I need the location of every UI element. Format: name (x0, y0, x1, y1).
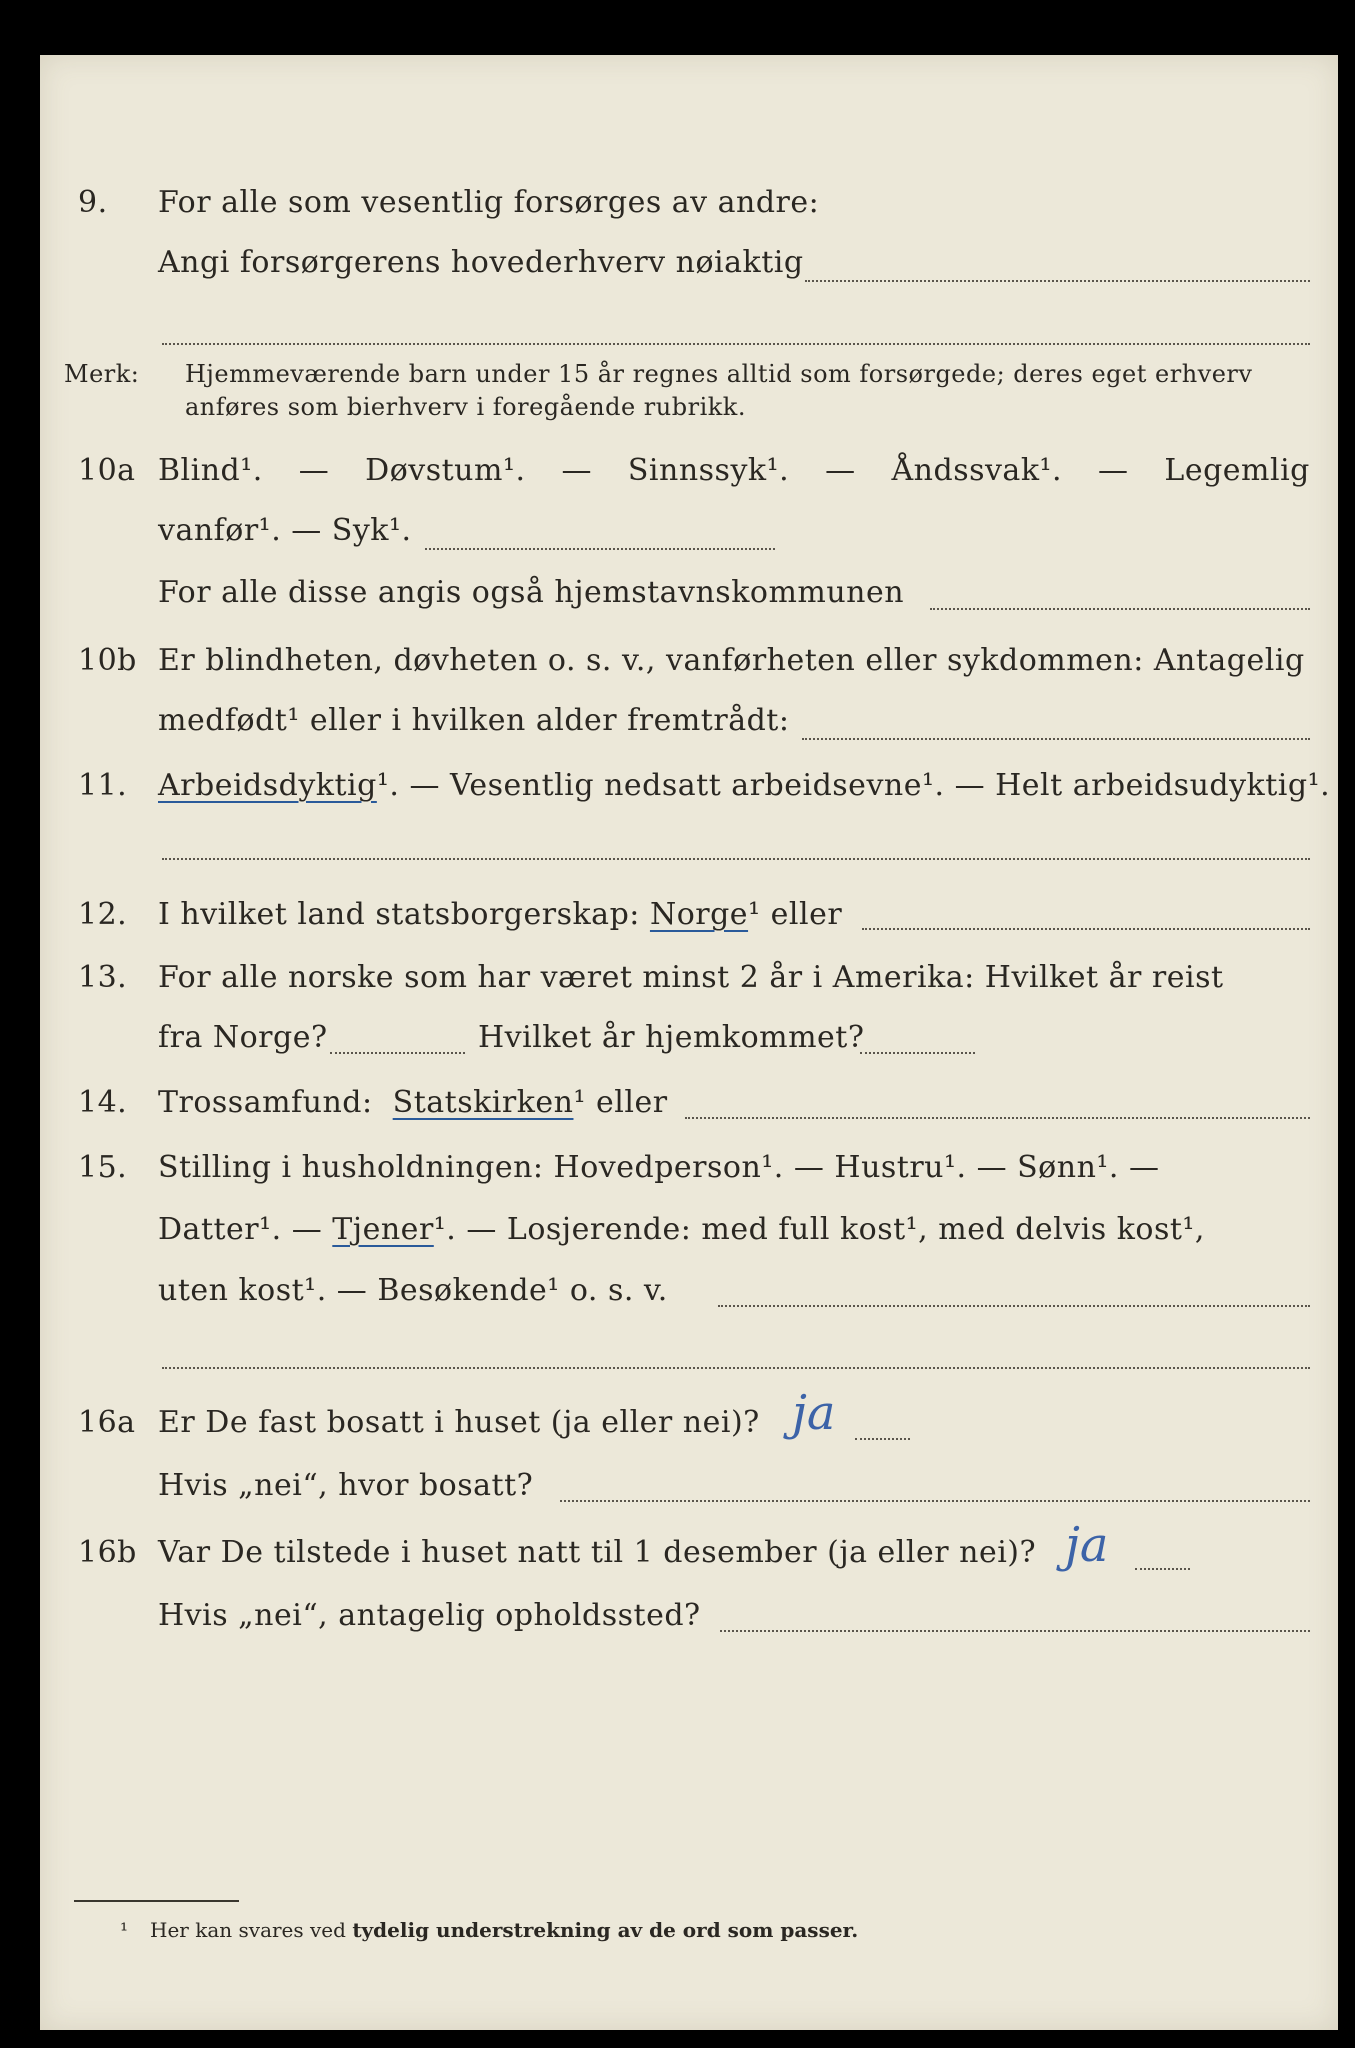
q16a-text: Er De fast bosatt i huset (ja eller nei)? (158, 1405, 760, 1440)
q10a-options (158, 453, 1310, 488)
q15-losjerende: ¹. — Losjerende: med full kost¹, med delvis kost¹, (433, 1212, 1205, 1247)
q16b-opholdssted-field[interactable] (720, 1630, 1310, 1632)
q16b-opholdssted-label: Hvis „nei“, antagelig opholdssted? (158, 1598, 701, 1633)
option-sinnssyk[interactable]: Sinnssyk¹. (627, 453, 790, 488)
q11-extra-field[interactable] (162, 858, 1310, 860)
q9-answer-field-2[interactable] (162, 343, 1310, 345)
q16b-number: 16b (78, 1535, 137, 1570)
merk-text-1: Hjemmeværende barn under 15 år regnes alltid som forsørgede; deres eget erhverv (185, 360, 1253, 388)
q16b-answer-handwritten[interactable]: ja (1065, 1517, 1109, 1573)
q9-number: 9. (78, 185, 108, 220)
q15-extra-field[interactable] (162, 1367, 1310, 1369)
q11-number: 11. (78, 768, 128, 803)
dash: — (1097, 453, 1129, 488)
footnote-text: Her kan svares ved (150, 1918, 346, 1942)
q10b-text: Er blindheten, døvheten o. s. v., vanførheten eller sykdommen: Antagelig (158, 643, 1305, 678)
option-dovstum[interactable]: Døvstum¹. (365, 453, 526, 488)
merk-text-2: anføres som bierhverv i foregående rubrikk. (185, 393, 746, 421)
q14-number: 14. (78, 1085, 128, 1120)
option-tjener-selected[interactable]: Tjener (332, 1212, 434, 1247)
footnote (120, 1918, 858, 1942)
q12-suffix: ¹ eller (748, 897, 843, 932)
dash: — (298, 453, 330, 488)
option-legemlig[interactable]: Legemlig (1164, 453, 1310, 488)
footnote-rule (74, 1900, 239, 1902)
option-arbeidsdyktig-selected[interactable]: Arbeidsdyktig (158, 768, 377, 803)
q14-suffix: ¹ eller (573, 1085, 668, 1120)
q16b-answer-field[interactable] (1135, 1568, 1190, 1570)
q13-text: For alle norske som har været minst 2 år i Amerika: Hvilket år reist (158, 960, 1224, 995)
q15-text-3: uten kost¹. — Besøkende¹ o. s. v. (158, 1273, 668, 1308)
q15-text-2 (158, 1212, 1205, 1247)
q12-other-field[interactable] (862, 928, 1310, 930)
q12-prefix: I hvilket land statsborgerskap: (158, 897, 640, 932)
q16b-text: Var De tilstede i huset natt til 1 desember (ja eller nei)? (158, 1535, 1037, 1570)
q13-number: 13. (78, 960, 128, 995)
q10a-vanfor-syk: vanfør¹. — Syk¹. (158, 513, 412, 548)
q10b-alder-field[interactable] (802, 738, 1310, 740)
q16a-bosatt-field[interactable] (560, 1500, 1310, 1502)
q14-text (158, 1085, 668, 1120)
q13-hjemkommet-field[interactable] (860, 1052, 975, 1054)
q11-text (158, 768, 1330, 803)
q15-datter: Datter¹. — (158, 1212, 323, 1247)
q9-answer-label: Angi forsørgerens hovederhverv nøiaktig (158, 245, 804, 280)
merk-label: Merk: (64, 360, 140, 388)
q12-text (158, 897, 842, 932)
q15-other-field[interactable] (718, 1305, 1310, 1307)
q14-other-field[interactable] (685, 1117, 1310, 1119)
q16a-answer-field[interactable] (855, 1438, 910, 1440)
q9-text: For alle som vesentlig forsørges av andre: (158, 185, 820, 220)
q12-number: 12. (78, 897, 128, 932)
q10a-hjemstavn-field[interactable] (930, 608, 1310, 610)
q11-rest: ¹. — Vesentlig nedsatt arbeidsevne¹. — Helt arbeidsudyktig¹. (376, 768, 1331, 803)
option-statskirken-selected[interactable]: Statskirken (392, 1085, 574, 1120)
q10a-syk-field[interactable] (425, 548, 775, 550)
q13-reist-field[interactable] (330, 1052, 465, 1054)
q16a-answer-handwritten[interactable]: ja (792, 1385, 836, 1441)
form-page (40, 55, 1338, 2030)
footnote-bold-text: tydelig understrekning av de ord som passer. (352, 1918, 859, 1942)
q10a-hjemstavn-label: For alle disse angis også hjemstavnskommunen (158, 575, 905, 610)
q16a-bosatt-label: Hvis „nei“, hvor bosatt? (158, 1468, 534, 1503)
q10a-number: 10a (78, 453, 136, 488)
q15-number: 15. (78, 1150, 128, 1185)
q10b-alder-label: medfødt¹ eller i hvilken alder fremtrådt: (158, 703, 790, 738)
dash: — (561, 453, 592, 488)
option-blind[interactable]: Blind¹. (158, 453, 263, 488)
q14-prefix: Trossamfund: (158, 1085, 373, 1120)
q13-hjemkommet-label: Hvilket år hjemkommet? (478, 1020, 865, 1055)
q15-text-1: Stilling i husholdningen: Hovedperson¹. — Hustru¹. — Sønn¹. — (158, 1150, 1160, 1185)
q9-answer-field[interactable] (805, 280, 1310, 282)
q16a-number: 16a (78, 1405, 136, 1440)
q13-reist-label: fra Norge? (158, 1020, 328, 1055)
footnote-mark: ¹ (120, 1918, 129, 1942)
option-norge-selected[interactable]: Norge (649, 897, 749, 932)
q10b-number: 10b (78, 643, 137, 678)
option-andssvak[interactable]: Åndssvak¹. (891, 453, 1063, 488)
dash: — (825, 453, 856, 488)
